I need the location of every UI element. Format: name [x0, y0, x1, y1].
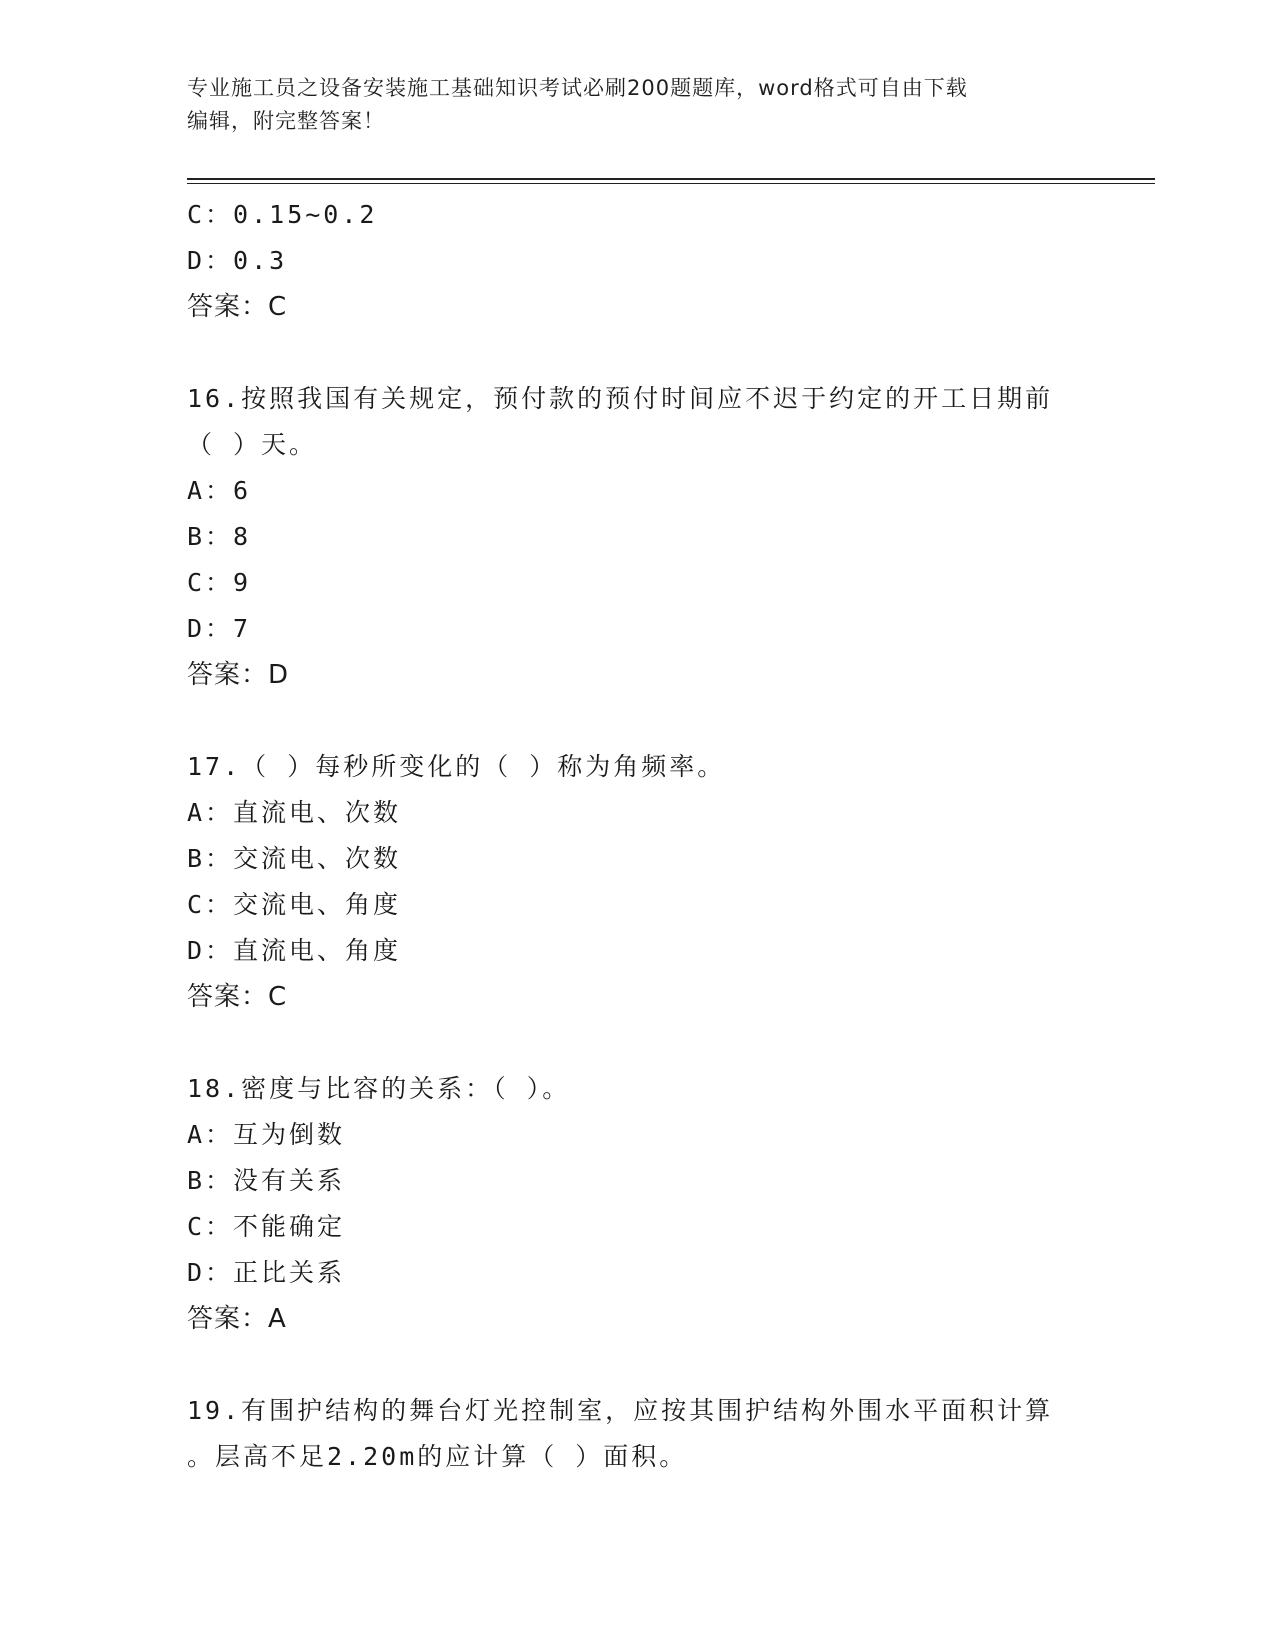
document-header [187, 72, 1067, 138]
question-stem-line-2: 。层高不足2.20m的应计算（ ）面积。 [187, 1442, 688, 1471]
header-title-line-1: 专业施工员之设备安装施工基础知识考试必刷200题题库，word格式可自由下载 [187, 76, 968, 100]
option-b: B：8 [187, 522, 252, 551]
option-b: B：交流电、次数 [187, 844, 402, 873]
question-spacer [187, 330, 1087, 376]
question-stem: 17.（ ）每秒所变化的（ ）称为角频率。 [187, 752, 726, 781]
question-spacer [187, 1020, 1087, 1066]
question-stem-line-2: （ ）天。 [187, 430, 318, 459]
question-stem-line-1: 19.有围护结构的舞台灯光控制室，应按其围护结构外围水平面积计算 [187, 1396, 1054, 1425]
question-15-tail [187, 192, 1087, 330]
header-divider-thin [187, 183, 1155, 184]
option-d: D：直流电、角度 [187, 936, 402, 965]
answer-line: 答案：A [187, 1304, 287, 1334]
answer-line: 答案：C [187, 292, 288, 322]
question-16 [187, 376, 1087, 698]
question-19 [187, 1388, 1087, 1480]
option-d: D：0.3 [187, 246, 288, 275]
question-spacer [187, 698, 1087, 744]
option-d: D：7 [187, 614, 252, 643]
option-c: C：不能确定 [187, 1212, 346, 1241]
question-list [187, 192, 1087, 1480]
header-divider-thick [187, 178, 1155, 180]
question-spacer [187, 1342, 1087, 1388]
option-c: C：9 [187, 568, 252, 597]
option-d: D：正比关系 [187, 1258, 346, 1287]
option-c: C：0.15~0.2 [187, 200, 378, 229]
answer-line: 答案：D [187, 660, 290, 690]
question-18 [187, 1066, 1087, 1342]
answer-line: 答案：C [187, 982, 288, 1012]
option-a: A：互为倒数 [187, 1120, 346, 1149]
header-title-line-2: 编辑，附完整答案！ [187, 109, 385, 133]
option-b: B：没有关系 [187, 1166, 346, 1195]
option-c: C：交流电、角度 [187, 890, 402, 919]
question-17 [187, 744, 1087, 1020]
option-a: A：直流电、次数 [187, 798, 402, 827]
question-stem-line-1: 16.按照我国有关规定，预付款的预付时间应不迟于约定的开工日期前 [187, 384, 1054, 413]
question-stem: 18.密度与比容的关系：（ ）。 [187, 1074, 571, 1103]
option-a: A：6 [187, 476, 252, 505]
